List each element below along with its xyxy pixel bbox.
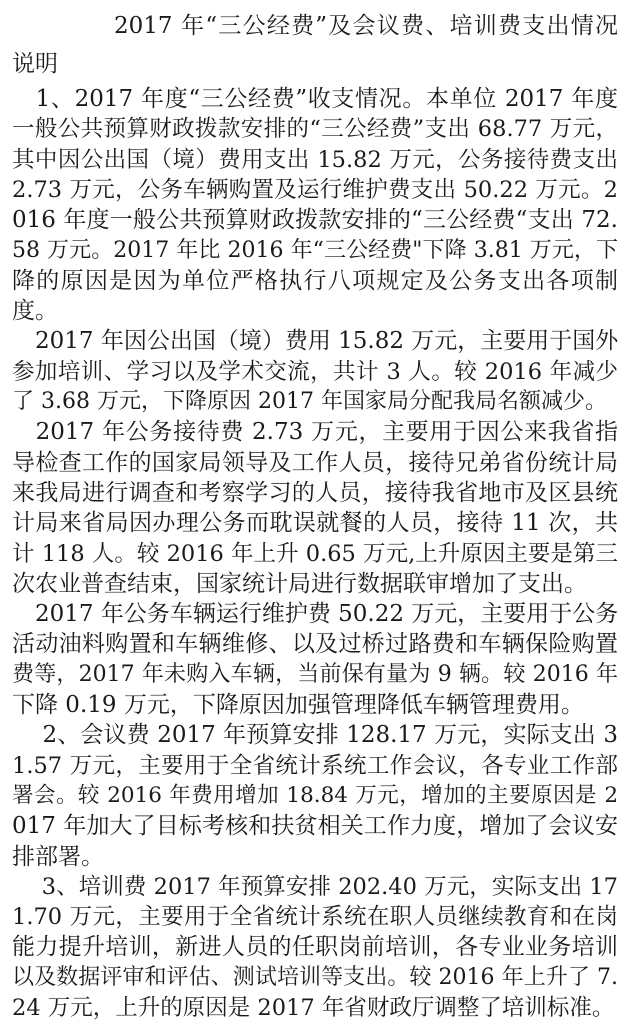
text-line: 2017 年公务接待费 2.73 万元，主要用于因公来我省指: [12, 419, 618, 446]
text-line: 参加培训、学习以及学术交流，共计 3 人。较 2016 年减少: [12, 358, 618, 385]
text-line: 以及数据评审和评估、测试培训等支出。较 2016 年上升了 7.: [12, 964, 618, 990]
text-line: 署会。较 2016 年费用增加 18.84 万元，增加的主要原因是 2: [12, 782, 618, 808]
text-line: 次农业普查结束，国家统计局进行数据联审增加了支出。: [12, 570, 587, 597]
text-line: 1.57 万元，主要用于全省统计系统工作会议，各专业工作部: [12, 752, 618, 779]
text-line: 其中因公出国（境）费用支出 15.82 万元，公务接待费支出: [12, 146, 618, 173]
text-line: 排部署。: [12, 843, 104, 870]
text-line: 导检查工作的国家局领导及工作人员，接待兄弟省份统计局: [12, 449, 618, 476]
text-line: 了 3.68 万元，下降原因 2017 年国家局分配我局名额减少。: [12, 389, 607, 414]
text-line: 2、会议费 2017 年预算安排 128.17 万元，实际支出 3: [12, 722, 618, 749]
text-line: 计局来省局因办理公务而耽误就餐的人员，接待 11 次，共: [12, 510, 618, 537]
document-title-continued: 说明: [12, 51, 58, 77]
text-line: 费等，2017 年未购入车辆，当前保有量为 9 辆。较 2016 年: [12, 661, 618, 687]
text-line: 2017 年公务车辆运行维护费 50.22 万元，主要用于公务: [12, 601, 619, 628]
text-line: 活动油料购置和车辆维修、以及过桥过路费和车辆保险购置: [12, 631, 618, 658]
text-line: 计 118 人。较 2016 年上升 0.65 万元,上升原因主要是第三: [12, 540, 618, 567]
text-line: 度。: [12, 298, 58, 325]
text-line: 能力提升培训，新进人员的任职岗前培训，各专业业务培训: [12, 934, 618, 961]
text-line: 2017 年因公出国（境）费用 15.82 万元，主要用于国外: [12, 328, 619, 355]
text-line: 016 年度一般公共预算财政拨款安排的“三公经费“支出 72.: [12, 207, 618, 234]
text-line: 降的原因是因为单位严格执行八项规定及公务支出各项制: [12, 267, 618, 294]
text-line: 1.70 万元，主要用于全省统计系统在职人员继续教育和在岗: [12, 904, 618, 931]
text-line: 1、2017 年度“三公经费”收支情况。本单位 2017 年度: [12, 86, 618, 112]
text-line: 一般公共预算财政拨款安排的“三公经费”支出 68.77 万元，: [12, 116, 618, 143]
text-line: 下降 0.19 万元，下降原因加强管理降低车辆管理费用。: [12, 692, 584, 718]
text-line: 2.73 万元，公务车辆购置及运行维护费支出 50.22 万元。2: [12, 176, 618, 203]
text-line: 017 年加大了目标考核和扶贫相关工作力度，增加了会议安: [12, 813, 618, 840]
text-line: 来我局进行调查和考察学习的人员，接待我省地市及区县统: [12, 479, 618, 506]
document-title: 2017 年“三公经费”及会议费、培训费支出情况: [114, 13, 618, 39]
text-line: 58 万元。2017 年比 2016 年“三公经费"下降 3.81 万元，下: [12, 237, 618, 263]
text-line: 3、培训费 2017 年预算安排 202.40 万元，实际支出 17: [12, 873, 618, 900]
text-line: 24 万元，上升的原因是 2017 年省财政厅调整了培训标准。: [12, 995, 615, 1021]
